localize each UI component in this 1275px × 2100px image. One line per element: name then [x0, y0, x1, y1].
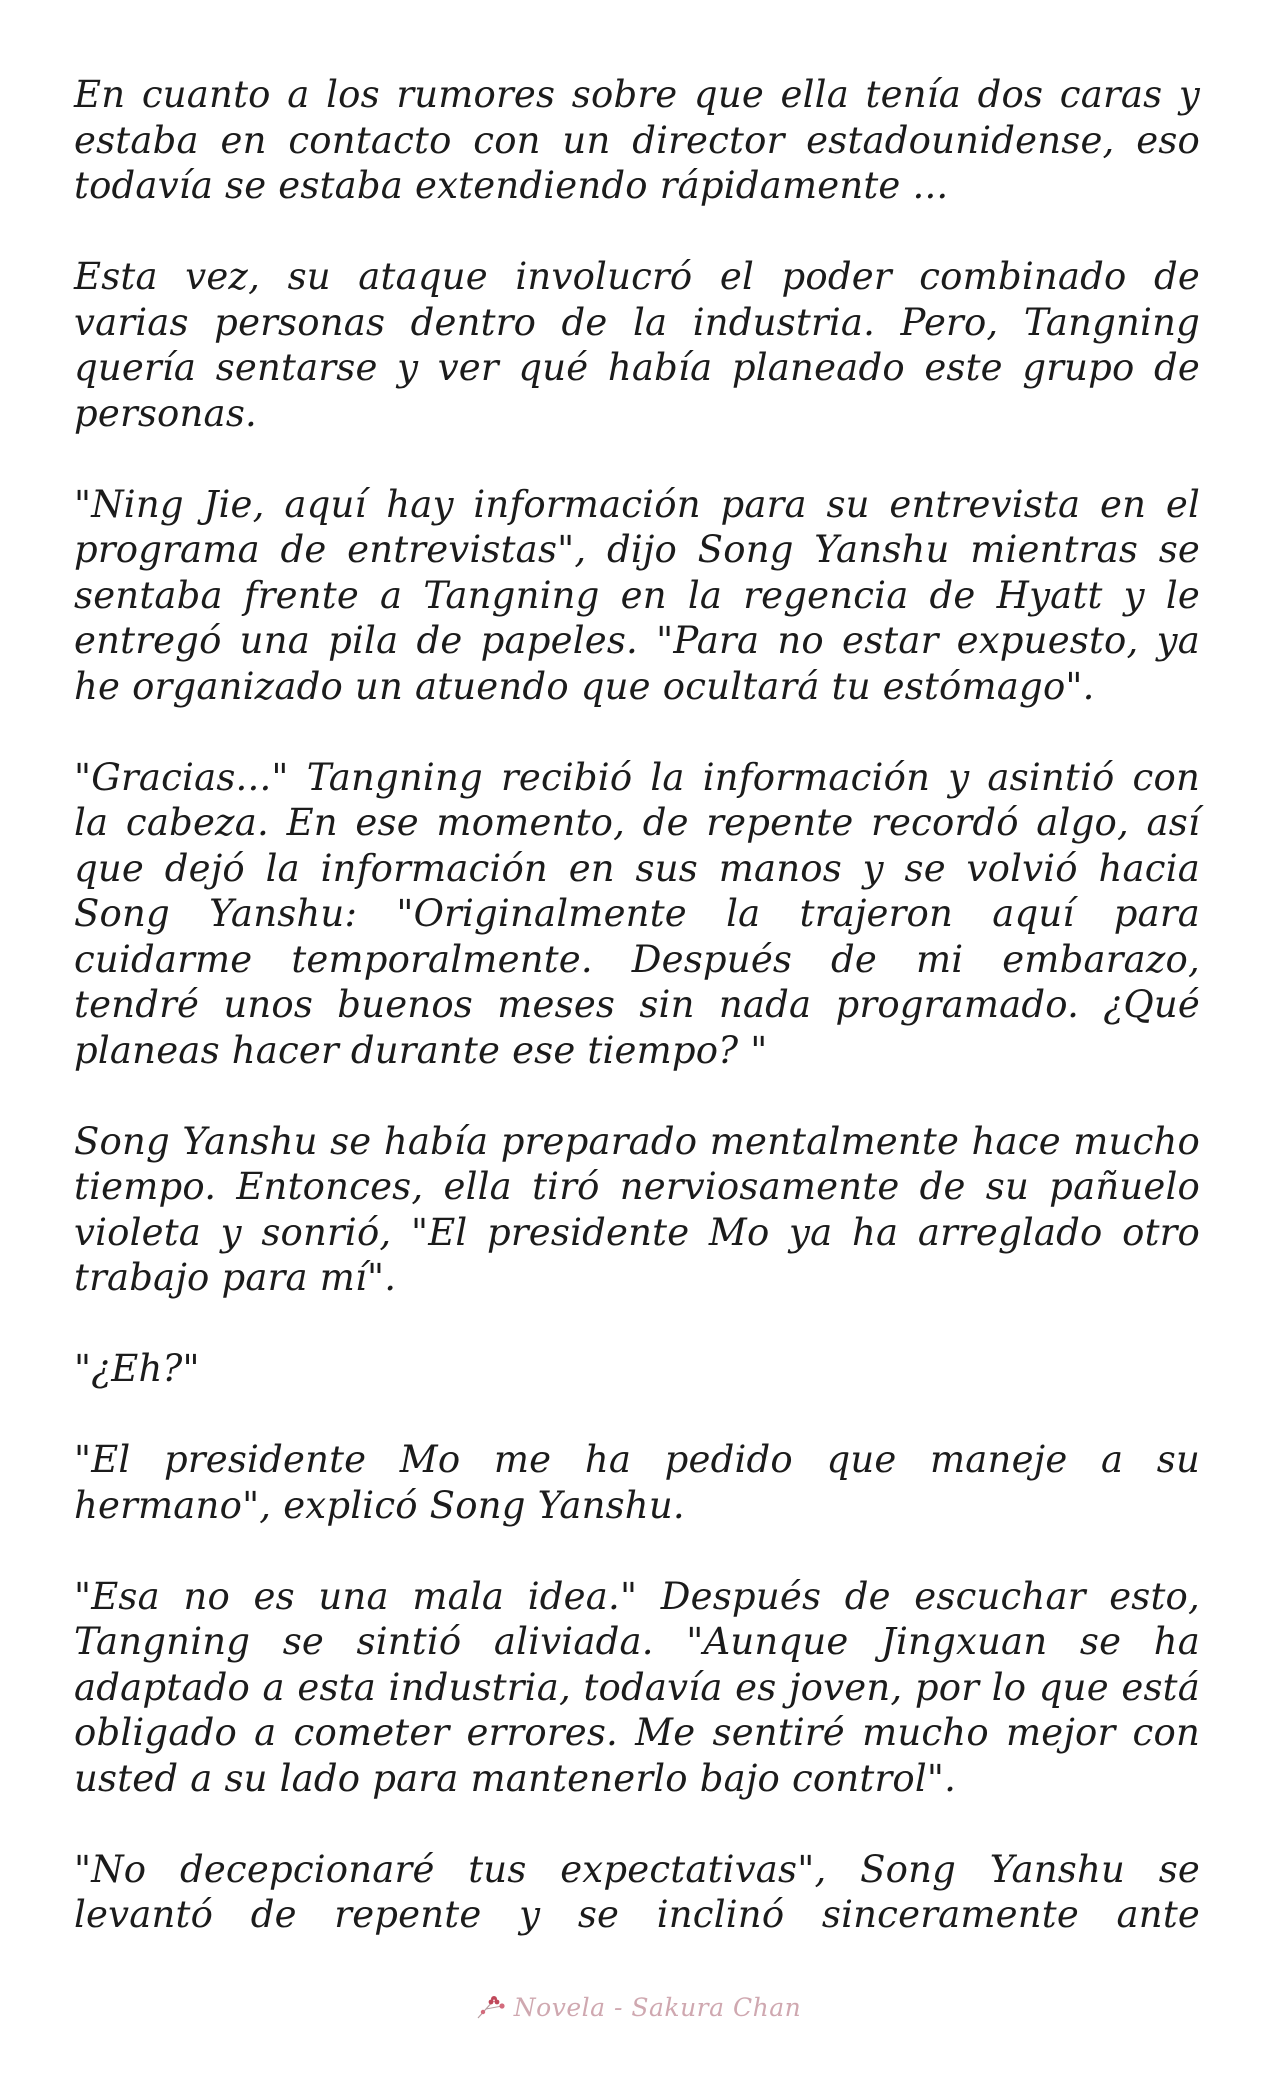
paragraph: "El presidente Mo me ha pedido que maneje a su hermano", explicó Song Yanshu. [74, 1438, 1200, 1527]
paragraph: "Gracias..." Tangning recibió la información y asintió con la cabeza. En ese momento, de repente recordó algo, así que dejó la información en sus manos y se volvió hacia Song Yanshu: "Originalmente la trajeron aquí para cuidarme temporalmente. Después de mi embarazo, tendré unos buenos meses sin nada programado. ¿Qué planeas hacer durante ese tiempo? " [74, 755, 1200, 1072]
paragraph: Song Yanshu se había preparado mentalmente hace mucho tiempo. Entonces, ella tiró nerviosamente de su pañuelo violeta y sonrió, "El presidente Mo ya ha arreglado otro trabajo para mí". [74, 1119, 1200, 1299]
paragraph: Esta vez, su ataque involucró el poder combinado de varias personas dentro de la industria. Pero, Tangning quería sentarse y ver qué había planeado este grupo de personas. [74, 255, 1200, 435]
watermark [0, 1984, 1275, 2030]
paragraph: "Esa no es una mala idea." Después de escuchar esto, Tangning se sintió aliviada. "Aunque Jingxuan se ha adaptado a esta industria, todavía es joven, por lo que está obligado a cometer errores. Me sentiré mucho mejor con usted a su lado para mantenerlo bajo control". [74, 1574, 1200, 1800]
paragraph: "Ning Jie, aquí hay información para su entrevista en el programa de entrevistas", dijo Song Yanshu mientras se sentaba frente a Tangning en la regencia de Hyatt y le entregó una pila de papeles. "Para no estar expuesto, ya he organizado un atuendo que ocultará tu estómago". [74, 482, 1200, 708]
watermark-group [474, 1992, 801, 2022]
document-body [74, 72, 1200, 1938]
watermark-text: Novela - Sakura Chan [513, 1992, 802, 2022]
paragraph: "No decepcionaré tus expectativas", Song Yanshu se levantó de repente y se inclinó sinceramente ante [74, 1847, 1200, 1936]
sakura-blossom-icon [474, 1992, 508, 2022]
paragraph: En cuanto a los rumores sobre que ella tenía dos caras y estaba en contacto con un director estadounidense, eso todavía se estaba extendiendo rápidamente ... [74, 73, 1200, 207]
paragraph: "¿Eh?" [74, 1347, 200, 1390]
